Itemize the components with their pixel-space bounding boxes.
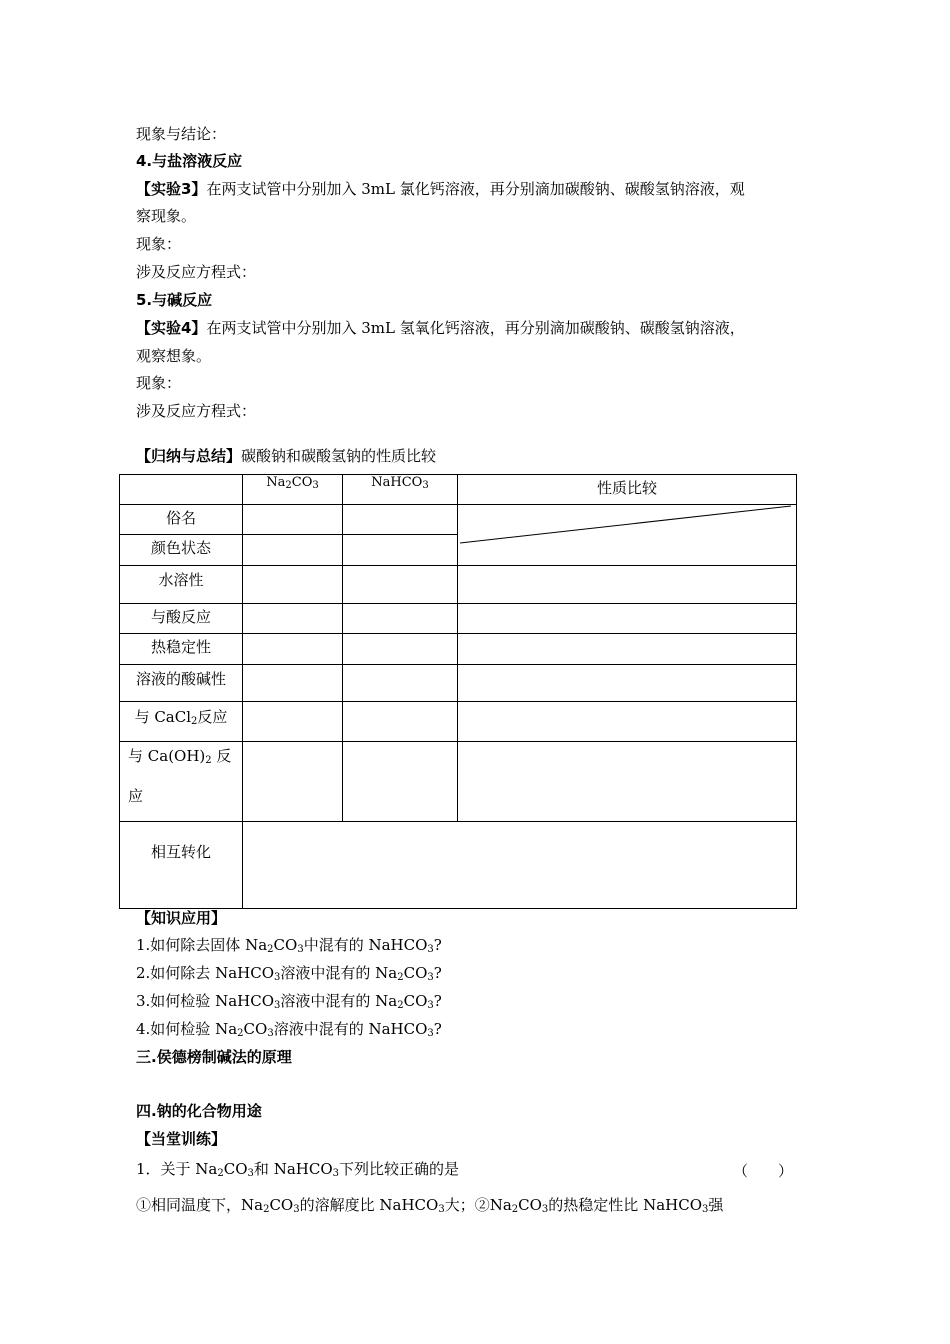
row-label-interconversion: 相互转化 xyxy=(120,822,243,909)
table-cell[interactable] xyxy=(243,702,343,742)
summary-text: 碳酸钠和碳酸氢钠的性质比较 xyxy=(241,447,437,465)
table-row xyxy=(120,604,797,634)
diagonal-slash-cell xyxy=(458,505,797,566)
table-row xyxy=(120,742,797,822)
table-cell[interactable] xyxy=(458,566,797,604)
row-label-thermal-stability: 热稳定性 xyxy=(120,634,243,665)
table-cell[interactable] xyxy=(243,566,343,604)
table-cell[interactable] xyxy=(343,566,458,604)
row-label-caoh2-reaction: 与 $Ca(OH)_2$ 反 应 xyxy=(120,742,243,822)
experiment-3-line2: 察现象。 xyxy=(136,207,197,225)
experiment-4-tag: 【实验4】 xyxy=(136,319,207,337)
header-nahco3: NaHCO$_3$ xyxy=(343,475,458,505)
training-question-1: 1．关于 $Na_2CO_3$和 NaHCO$_3$下列比较正确的是 xyxy=(136,1160,460,1179)
experiment-3-tag: 【实验3】 xyxy=(136,180,207,198)
row-label-cacl2-reaction: 与 CaCl$_2$反应 xyxy=(120,702,243,742)
table-cell[interactable] xyxy=(343,505,458,535)
table-cell[interactable] xyxy=(458,634,797,665)
row-label-acidity-basicity: 溶液的酸碱性 xyxy=(120,665,243,702)
table-cell[interactable] xyxy=(343,535,458,566)
table-cell[interactable] xyxy=(343,742,458,822)
section-four-title: 四.钠的化合物用途 xyxy=(136,1102,262,1120)
table-cell[interactable] xyxy=(243,535,343,566)
comparison-table xyxy=(119,474,797,909)
experiment-3-text: 在两支试管中分别加入 3mL 氯化钙溶液，再分别滴加碳酸钠、碳酸氢钠溶液，观 xyxy=(206,180,745,198)
experiment-4-line1 xyxy=(136,318,745,338)
table-cell[interactable] xyxy=(243,634,343,665)
table-cell[interactable] xyxy=(243,665,343,702)
section-5-equation: 涉及反应方程式： xyxy=(136,402,257,420)
row-label-acid-reaction: 与酸反应 xyxy=(120,604,243,634)
table-cell[interactable] xyxy=(343,665,458,702)
experiment-4-line2: 观察想象。 xyxy=(136,347,212,365)
table-cell[interactable] xyxy=(343,604,458,634)
phenomena-conclusion-label: 现象与结论： xyxy=(136,125,227,143)
table-cell[interactable] xyxy=(458,702,797,742)
knowledge-question-1: 1.如何除去固体 $Na_2CO_3$中混有的 NaHCO$_3$? xyxy=(136,936,442,955)
summary-tag: 【归纳与总结】 xyxy=(136,447,242,465)
table-cell[interactable] xyxy=(343,702,458,742)
training-options-line: ①相同温度下，$Na_2CO_3$的溶解度比 NaHCO$_3$大；$②Na_2CO_3$的热稳定性比 NaHCO$_3$强 xyxy=(136,1196,724,1215)
class-training-tag: 【当堂训练】 xyxy=(136,1130,227,1148)
table-cell[interactable] xyxy=(458,665,797,702)
section-5-phenomenon: 现象： xyxy=(136,374,182,392)
experiment-4-text: 在两支试管中分别加入 3mL 氢氧化钙溶液，再分别滴加碳酸钠、碳酸氢钠溶液， xyxy=(206,319,745,337)
table-cell[interactable] xyxy=(458,742,797,822)
table-row xyxy=(120,702,797,742)
summary-heading xyxy=(136,446,436,466)
knowledge-question-2: 2.如何除去 NaHCO$_3$溶液中混有的 $Na_2CO_3$? xyxy=(136,964,442,983)
table-row xyxy=(120,822,797,909)
table-cell[interactable] xyxy=(343,634,458,665)
table-header-row xyxy=(120,475,797,505)
table-row xyxy=(120,566,797,604)
knowledge-application-tag: 【知识应用】 xyxy=(136,909,227,927)
row-label-common-name: 俗名 xyxy=(120,505,243,535)
section-4-phenomenon: 现象： xyxy=(136,235,182,253)
row-label-solubility: 水溶性 xyxy=(120,566,243,604)
section-three-title: 三.侯德榜制碱法的原理 xyxy=(136,1048,292,1066)
header-empty-cell xyxy=(120,475,243,505)
row-label-color-state: 颜色状态 xyxy=(120,535,243,566)
section-4-title: 4.与盐溶液反应 xyxy=(136,152,243,170)
diagonal-slash-line xyxy=(458,505,797,566)
table-row xyxy=(120,505,797,535)
table-cell[interactable] xyxy=(243,742,343,822)
answer-parentheses: （ ） xyxy=(733,1162,794,1180)
table-cell[interactable] xyxy=(243,822,797,909)
table-row xyxy=(120,665,797,702)
table-cell[interactable] xyxy=(243,505,343,535)
table-cell[interactable] xyxy=(458,604,797,634)
experiment-3-line1 xyxy=(136,179,745,199)
header-property-comparison: 性质比较 xyxy=(458,475,797,505)
knowledge-question-4: 4.如何检验 $Na_2CO_3$溶液中混有的 NaHCO$_3$? xyxy=(136,1020,442,1039)
table-cell[interactable] xyxy=(243,604,343,634)
section-4-equation: 涉及反应方程式： xyxy=(136,263,257,281)
knowledge-question-3: 3.如何检验 NaHCO$_3$溶液中混有的 $Na_2CO_3$? xyxy=(136,992,442,1011)
section-5-title: 5.与碱反应 xyxy=(136,291,213,309)
table-row xyxy=(120,634,797,665)
header-na2co3: $Na_2CO_3$ xyxy=(243,475,343,505)
